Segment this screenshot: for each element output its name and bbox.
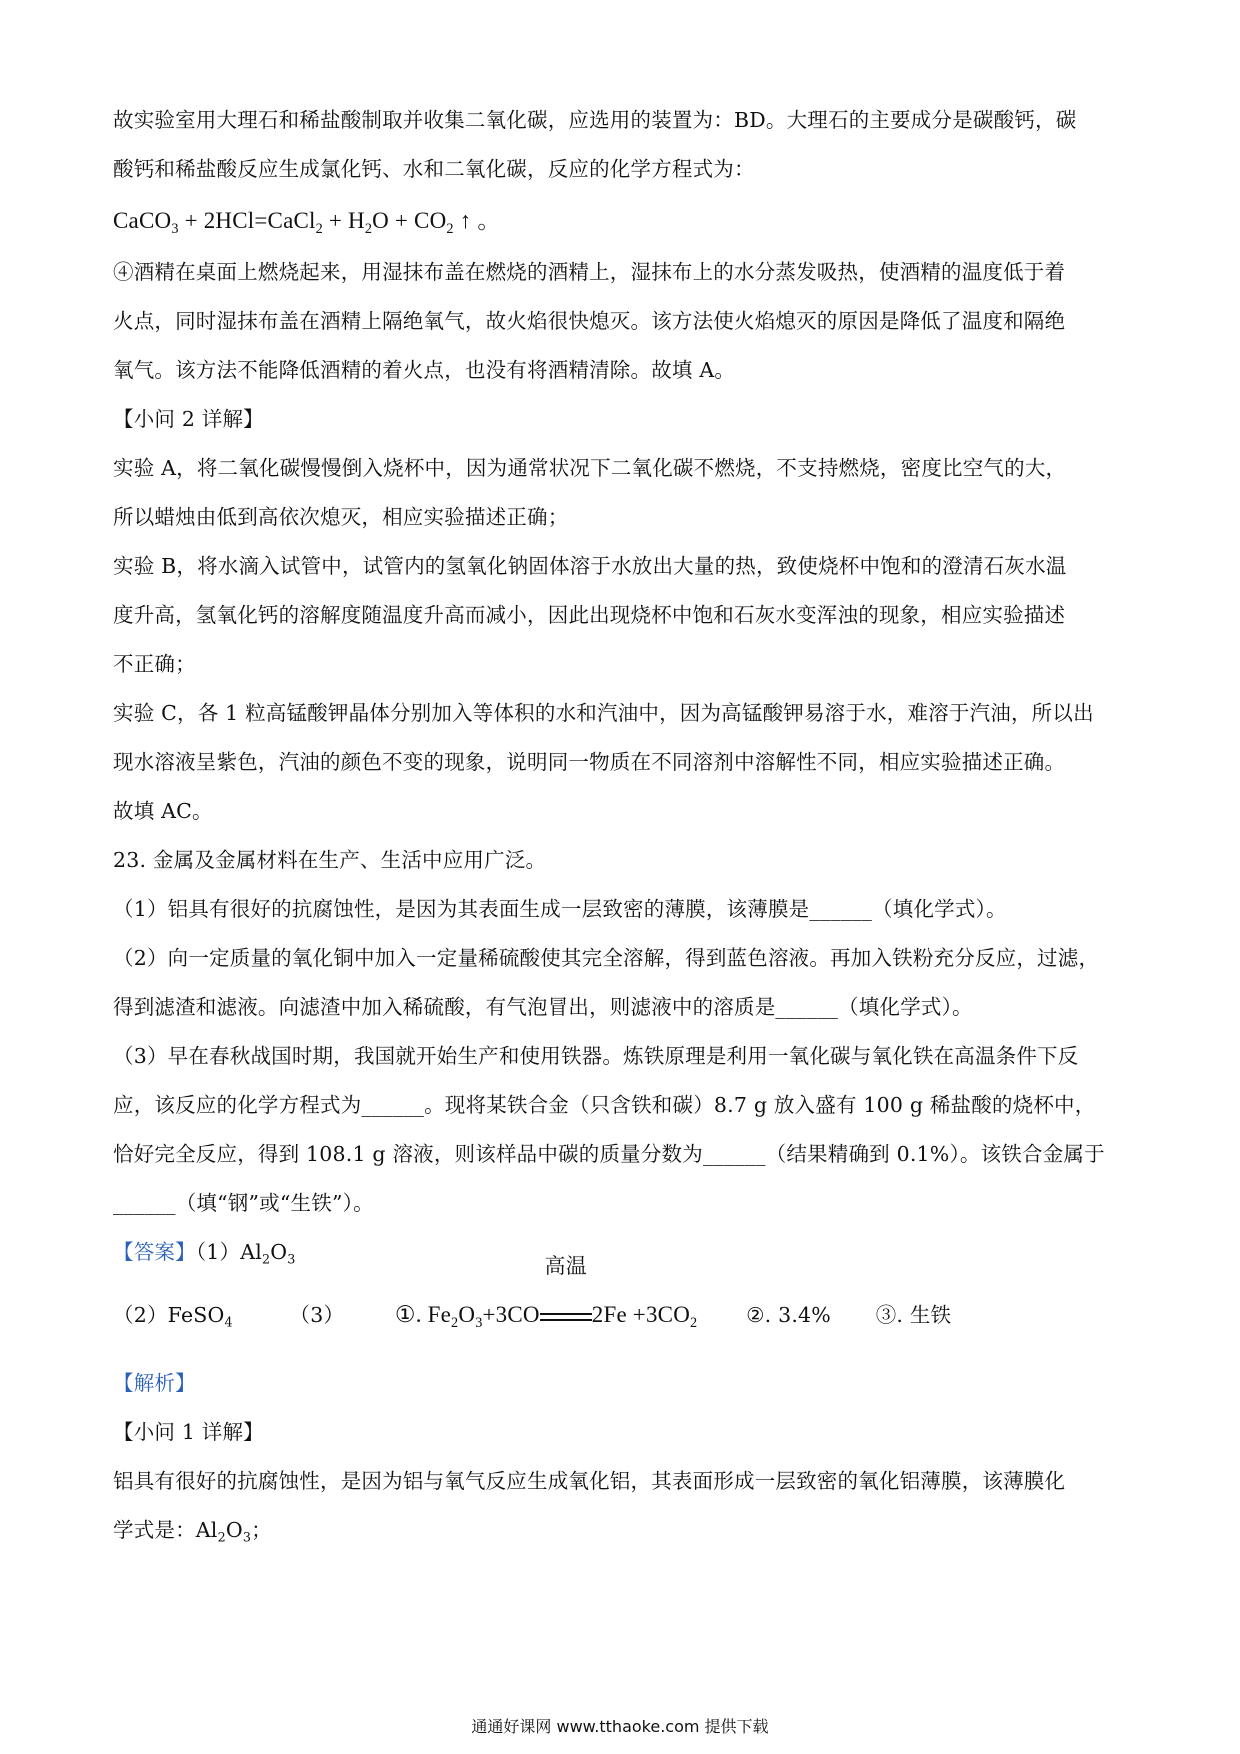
question-title: 23. 金属及金属材料在生产、生活中应用广泛。: [113, 848, 547, 872]
paragraph-line: 实验 B，将水滴入试管中，试管内的氢氧化钠固体溶于水放出大量的热，致使烧杯中饱和的澄清石灰水温: [113, 554, 1067, 578]
formula-subscript: 3: [242, 1529, 252, 1545]
gas-arrow: ↑ 。: [453, 208, 501, 233]
chemical-equation-caco3-hcl: [113, 194, 1133, 248]
formula-subscript: 2: [315, 220, 323, 237]
equation-part: O: [458, 1302, 476, 1327]
formula-subscript: 2: [217, 1529, 226, 1545]
formula-part: CaCO: [113, 208, 172, 233]
question-part-3: 应，该反应的化学方程式为______。现将某铁合金（只含铁和碳）8.7 g 放入盛有 100 g 稀盐酸的烧杯中，: [113, 1093, 1096, 1117]
paragraph-line: ④酒精在桌面上燃烧起来，用湿抹布盖在燃烧的酒精上，湿抹布上的水分蒸发吸热，使酒精的温度低于着: [113, 260, 1066, 284]
paragraph-line: 不正确；: [113, 652, 196, 676]
formula-subscript: 4: [224, 1314, 233, 1330]
answer-line-2: [113, 1254, 1133, 1353]
formula-subscript: 3: [287, 1251, 296, 1267]
paragraph-line: 故实验室用大理石和稀盐酸制取并收集二氧化碳，应选用的装置为：BD。大理石的主要成分是碳酸钙，碳: [113, 108, 1077, 132]
paragraph-line: 实验 A，将二氧化碳慢慢倒入烧杯中，因为通常状况下二氧化碳不燃烧，不支持燃烧，密度比空气的大，: [113, 456, 1067, 480]
answer-carbon-fraction: ②. 3.4%: [746, 1303, 831, 1327]
equation-part: 2Fe +3CO: [591, 1302, 691, 1327]
reaction-condition: [540, 1254, 592, 1353]
text-part: 学式是：Al: [113, 1518, 218, 1542]
paragraph-line: 度升高，氢氧化钙的溶解度随温度升高而减小，因此出现烧杯中饱和石灰水变浑浊的现象，相应实验描述: [113, 603, 1066, 627]
formula-subscript: 2: [690, 1314, 698, 1331]
formula-subscript: 2: [364, 220, 373, 237]
question-part-3: 恰好完全反应，得到 108.1 g 溶液，则该样品中碳的质量分数为______（结果精确到 0.1%）。该铁合金属于: [113, 1142, 1105, 1166]
paragraph-line: 铝具有很好的抗腐蚀性，是因为铝与氧气反应生成氧化铝，其表面形成一层致密的氧化铝薄膜，该薄膜化: [113, 1469, 1066, 1493]
formula-part: + 2HCl=CaCl: [178, 208, 316, 233]
question-part-2: 得到滤渣和滤液。向滤渣中加入稀硫酸，有气泡冒出，则滤液中的溶质是______（填化学式）。: [113, 995, 973, 1019]
question-part-1: （1）铝具有很好的抗腐蚀性，是因为其表面生成一层致密的薄膜，该薄膜是______（填化学式）。: [113, 897, 1007, 921]
answer-alloy-type: ③. 生铁: [875, 1303, 952, 1327]
answer-part: O: [270, 1240, 288, 1264]
section-heading: 【小问 1 详解】: [113, 1420, 264, 1444]
question-part-3: ______（填“钢”或“生铁”）。: [113, 1191, 374, 1215]
formula-part: O + CO: [372, 208, 447, 233]
formula-subscript: 2: [261, 1251, 271, 1267]
analysis-label: 【解析】: [113, 1371, 196, 1395]
paragraph-line: 火点，同时湿抹布盖在酒精上隔绝氧气，故火焰很快熄灭。该方法使火焰熄灭的原因是降低了温度和隔绝: [113, 309, 1066, 333]
equation-part: ①. Fe: [394, 1302, 452, 1327]
paragraph-line: [113, 1506, 1133, 1555]
formula-part: + H: [322, 208, 365, 233]
text-part: ；: [251, 1518, 272, 1542]
text-part: O: [225, 1518, 243, 1542]
paragraph-line: 所以蜡烛由低到高依次熄灭，相应实验描述正确；: [113, 505, 569, 529]
formula-subscript: 2: [446, 220, 454, 237]
paragraph-line: 故填 AC。: [113, 799, 213, 823]
paragraph-line: 氧气。该方法不能降低酒精的着火点，也没有将酒精清除。故填 A。: [113, 358, 736, 382]
answer-part: （1）Al: [195, 1240, 262, 1264]
answer-label: 【答案】: [113, 1240, 196, 1264]
paragraph-line: 现水溶液呈紫色，汽油的颜色不变的现象，说明同一物质在不同溶剂中溶解性不同，相应实验描述正确。: [113, 750, 1066, 774]
answer-part-2: [113, 1277, 233, 1353]
page-footer: 通通好课网 www.tthaoke.com 提供下载: [471, 1717, 769, 1736]
section-heading: 【小问 2 详解】: [113, 407, 264, 431]
document-body: [113, 96, 1133, 1555]
formula-subscript: 2: [451, 1314, 459, 1331]
question-part-2: （2）向一定质量的氧化铜中加入一定量稀硫酸使其完全溶解，得到蓝色溶液。再加入铁粉充分反应，过滤，: [113, 946, 1100, 970]
double-line-equals: [540, 1313, 592, 1321]
equation-part: +3CO: [482, 1302, 540, 1327]
formula-subscript: 3: [171, 220, 179, 237]
answer-part: （2）FeSO: [113, 1303, 225, 1327]
question-part-3: （3）早在春秋战国时期，我国就开始生产和使用铁器。炼铁原理是利用一氧化碳与氧化铁在高温条件下反: [113, 1044, 1079, 1068]
formula-subscript: 3: [475, 1314, 483, 1331]
paragraph-line: 酸钙和稀盐酸反应生成氯化钙、水和二氧化碳，反应的化学方程式为：: [113, 157, 755, 181]
answer-line-1: [113, 1228, 1133, 1277]
iron-smelting-equation: [394, 1254, 698, 1353]
condition-label: 高温: [544, 1254, 587, 1278]
paragraph-line: 实验 C，各 1 粒高锰酸钾晶体分别加入等体积的水和汽油中，因为高锰酸钾易溶于水，难溶于汽油，所以出: [113, 701, 1094, 725]
answer-part-3: （3）: [289, 1303, 345, 1327]
